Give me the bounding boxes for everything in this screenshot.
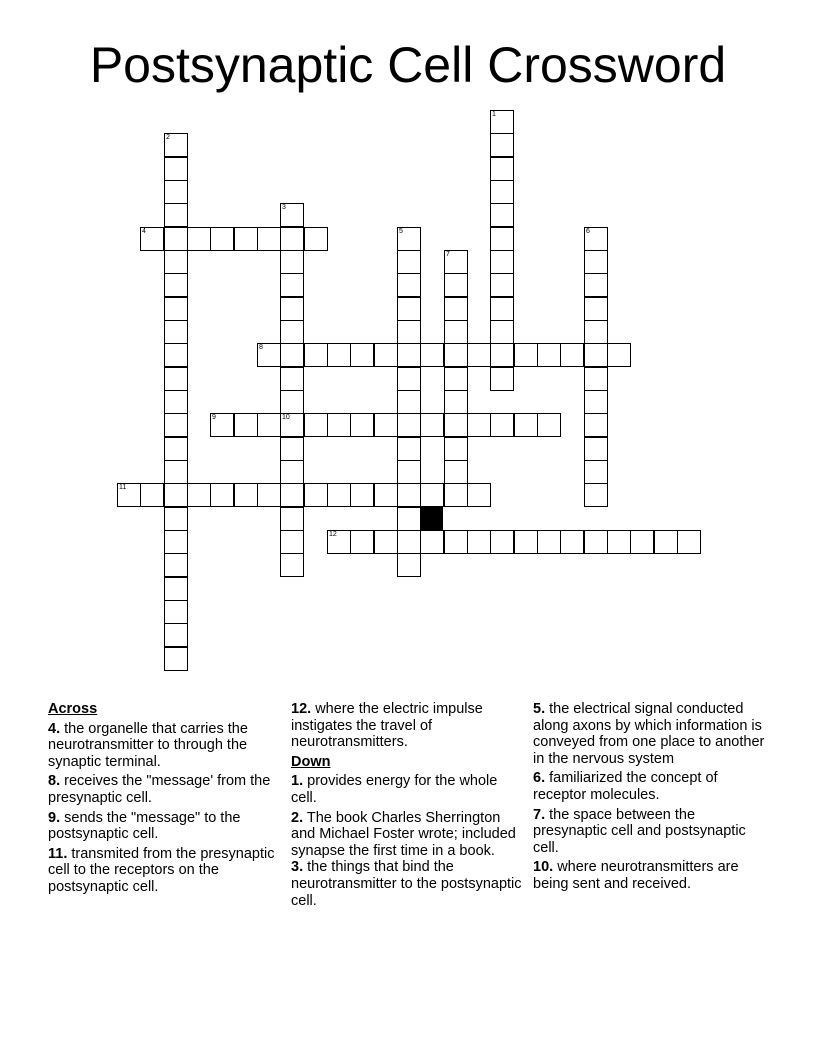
grid-cell[interactable] (397, 343, 421, 367)
grid-cell[interactable] (537, 413, 561, 437)
grid-cell[interactable] (117, 483, 141, 507)
grid-cell[interactable] (210, 413, 234, 437)
grid-cell[interactable] (444, 367, 468, 391)
grid-cell[interactable] (467, 413, 491, 437)
grid-cell[interactable] (280, 343, 304, 367)
grid-cell[interactable] (584, 367, 608, 391)
grid-cell[interactable] (584, 437, 608, 461)
grid-cell[interactable] (444, 320, 468, 344)
grid-cell[interactable] (584, 227, 608, 251)
grid-cell[interactable] (140, 227, 164, 251)
grid-cell[interactable] (164, 483, 188, 507)
grid-cell[interactable] (280, 320, 304, 344)
clue-number: 9 (212, 414, 216, 421)
grid-cell[interactable] (350, 343, 374, 367)
grid-cell[interactable] (490, 203, 514, 227)
grid-cell[interactable] (514, 413, 538, 437)
grid-cell[interactable] (187, 227, 211, 251)
clue-across-9: 9. sends the "message" to the postsynaptic cell. (48, 809, 241, 843)
grid-cell[interactable] (490, 413, 514, 437)
grid-cell[interactable] (537, 530, 561, 554)
grid-cell[interactable] (280, 553, 304, 577)
grid-cell[interactable] (280, 507, 304, 531)
grid-cell[interactable] (444, 343, 468, 367)
grid-cell[interactable] (397, 320, 421, 344)
grid-cell[interactable] (374, 343, 398, 367)
clue-across-8: 8. receives the "message' from the presynaptic cell. (48, 773, 271, 806)
grid-cell[interactable] (280, 297, 304, 321)
grid-cell[interactable] (280, 437, 304, 461)
grid-cell[interactable] (397, 460, 421, 484)
grid-cell[interactable] (490, 343, 514, 367)
grid-cell[interactable] (397, 483, 421, 507)
grid-cell[interactable] (490, 320, 514, 344)
grid-cell[interactable] (164, 577, 188, 601)
grid-cell[interactable] (164, 297, 188, 321)
clue-down-7: 7. the space between the presynaptic cell and postsynaptic cell. (533, 806, 746, 856)
grid-cell[interactable] (164, 227, 188, 251)
grid-cell[interactable] (584, 460, 608, 484)
grid-cell[interactable] (280, 273, 304, 297)
grid-cell[interactable] (537, 343, 561, 367)
grid-cell[interactable] (444, 437, 468, 461)
grid-cell[interactable] (397, 390, 421, 414)
grid-cell[interactable] (444, 483, 468, 507)
black-square (420, 507, 443, 530)
grid-cell[interactable] (490, 250, 514, 274)
grid-cell[interactable] (630, 530, 654, 554)
grid-cell[interactable] (164, 437, 188, 461)
grid-cell[interactable] (490, 157, 514, 181)
grid-cell[interactable] (374, 530, 398, 554)
grid-cell[interactable] (490, 297, 514, 321)
grid-cell[interactable] (420, 530, 444, 554)
clue-number: 5 (399, 228, 403, 235)
page-title: Postsynaptic Cell Crossword (89, 37, 727, 93)
grid-cell[interactable] (350, 483, 374, 507)
grid-cell[interactable] (677, 530, 701, 554)
grid-cell[interactable] (444, 413, 468, 437)
grid-cell[interactable] (164, 460, 188, 484)
grid-cell[interactable] (490, 133, 514, 157)
down-heading: Down (291, 753, 331, 770)
grid-cell[interactable] (304, 227, 328, 251)
clue-number: 7 (446, 251, 450, 258)
grid-cell[interactable] (397, 553, 421, 577)
clues-column-2 (291, 701, 523, 912)
grid-cell[interactable] (304, 413, 328, 437)
grid-cell[interactable] (164, 553, 188, 577)
grid-cell[interactable] (280, 413, 304, 437)
grid-cell[interactable] (234, 413, 258, 437)
grid-cell[interactable] (490, 367, 514, 391)
grid-cell[interactable] (584, 530, 608, 554)
grid-cell[interactable] (444, 297, 468, 321)
grid-cell[interactable] (164, 600, 188, 624)
grid-cell[interactable] (397, 437, 421, 461)
grid-cell[interactable] (257, 413, 281, 437)
across-heading: Across (48, 701, 98, 717)
clue-number: 4 (142, 228, 146, 235)
grid-cell[interactable] (584, 483, 608, 507)
grid-cell[interactable] (397, 227, 421, 251)
grid-cell[interactable] (164, 623, 188, 647)
grid-cell[interactable] (397, 297, 421, 321)
grid-cell[interactable] (280, 460, 304, 484)
clue-across-12: 12. where the electric impulse instigates the travel of neurotransmitters. (291, 701, 483, 751)
grid-cell[interactable] (584, 297, 608, 321)
grid-cell[interactable] (397, 507, 421, 531)
grid-cell[interactable] (234, 483, 258, 507)
grid-cell[interactable] (327, 343, 351, 367)
clue-down-1: 1. provides energy for the whole cell. (291, 773, 498, 806)
clue-across-11: 11. transmited from the presynaptic cell to the receptors on the postsynaptic cell. (48, 845, 275, 895)
grid-cell[interactable] (280, 250, 304, 274)
clue-down-6: 6. familiarized the concept of receptor molecules. (533, 770, 718, 803)
grid-cell[interactable] (280, 203, 304, 227)
clues-column-3 (533, 701, 765, 896)
grid-cell[interactable] (514, 343, 538, 367)
grid-cell[interactable] (444, 390, 468, 414)
grid-cell[interactable] (444, 273, 468, 297)
grid-cell[interactable] (164, 343, 188, 367)
grid-cell[interactable] (490, 227, 514, 251)
grid-cell[interactable] (584, 343, 608, 367)
grid-cell[interactable] (444, 250, 468, 274)
grid-cell[interactable] (467, 483, 491, 507)
clue-number: 8 (259, 344, 263, 351)
grid-cell[interactable] (210, 483, 234, 507)
grid-cell[interactable] (420, 343, 444, 367)
grid-cell[interactable] (584, 320, 608, 344)
grid-cell[interactable] (350, 413, 374, 437)
grid-cell[interactable] (467, 530, 491, 554)
grid-cell[interactable] (164, 367, 188, 391)
grid-cell[interactable] (164, 273, 188, 297)
grid-cell[interactable] (164, 413, 188, 437)
grid-cell[interactable] (164, 647, 188, 671)
grid-cell[interactable] (490, 273, 514, 297)
grid-cell[interactable] (514, 530, 538, 554)
grid-cell[interactable] (187, 483, 211, 507)
grid-cell[interactable] (327, 413, 351, 437)
grid-cell[interactable] (327, 530, 351, 554)
clue-down-3: 3. the things that bind the neurotransmitter to the postsynaptic cell. (291, 859, 522, 909)
grid-cell[interactable] (490, 530, 514, 554)
grid-cell[interactable] (280, 530, 304, 554)
grid-cell[interactable] (490, 180, 514, 204)
grid-cell[interactable] (444, 530, 468, 554)
grid-cell[interactable] (584, 250, 608, 274)
grid-cell[interactable] (304, 483, 328, 507)
grid-cell[interactable] (280, 390, 304, 414)
grid-cell[interactable] (327, 483, 351, 507)
grid-cell[interactable] (257, 343, 281, 367)
clue-down-2: 2. The book Charles Sherrington and Michael Foster wrote; included synapse the first time in a book. (291, 809, 516, 859)
clue-number: 12 (329, 531, 337, 538)
grid-cell[interactable] (257, 483, 281, 507)
clue-down-5: 5. the electrical signal conducted along axons by which information is conveyed from one place to another in the nervous system (533, 701, 765, 767)
grid-cell[interactable] (350, 530, 374, 554)
grid-cell[interactable] (397, 413, 421, 437)
grid-cell[interactable] (304, 343, 328, 367)
grid-cell[interactable] (420, 413, 444, 437)
grid-cell[interactable] (234, 227, 258, 251)
grid-cell[interactable] (397, 530, 421, 554)
grid-cell[interactable] (397, 367, 421, 391)
grid-cell[interactable] (164, 320, 188, 344)
grid-cell[interactable] (164, 180, 188, 204)
clue-number: 11 (119, 484, 127, 491)
clue-across-4: 4. the organelle that carries the neurotransmitter to through the synaptic terminal. (48, 720, 248, 770)
grid-cell[interactable] (164, 250, 188, 274)
grid-cell[interactable] (280, 367, 304, 391)
grid-cell[interactable] (607, 343, 631, 367)
grid-cell[interactable] (257, 227, 281, 251)
grid-cell[interactable] (444, 460, 468, 484)
grid-cell[interactable] (210, 227, 234, 251)
grid-cell[interactable] (420, 483, 444, 507)
grid-cell[interactable] (560, 530, 584, 554)
grid-cell[interactable] (584, 273, 608, 297)
grid-cell[interactable] (584, 390, 608, 414)
clue-number: 10 (282, 414, 290, 421)
grid-cell[interactable] (280, 483, 304, 507)
grid-cell[interactable] (280, 227, 304, 251)
grid-cell[interactable] (164, 507, 188, 531)
grid-cell[interactable] (164, 390, 188, 414)
grid-cell[interactable] (397, 273, 421, 297)
grid-cell[interactable] (467, 343, 491, 367)
grid-cell[interactable] (374, 413, 398, 437)
grid-cell[interactable] (490, 110, 514, 134)
grid-cell[interactable] (654, 530, 678, 554)
clue-number: 6 (586, 228, 590, 235)
clue-down-10: 10. where neurotransmitters are being sent and received. (533, 859, 739, 892)
clue-number: 1 (492, 111, 496, 118)
grid-cell[interactable] (584, 413, 608, 437)
grid-cell[interactable] (164, 133, 188, 157)
grid-cell[interactable] (164, 157, 188, 181)
grid-cell[interactable] (560, 343, 584, 367)
clues-column-1 (48, 701, 276, 899)
grid-cell[interactable] (164, 530, 188, 554)
grid-cell[interactable] (140, 483, 164, 507)
clue-number: 3 (282, 204, 286, 211)
grid-cell[interactable] (374, 483, 398, 507)
grid-cell[interactable] (397, 250, 421, 274)
clue-number: 2 (166, 134, 170, 141)
grid-cell[interactable] (607, 530, 631, 554)
grid-cell[interactable] (164, 203, 188, 227)
